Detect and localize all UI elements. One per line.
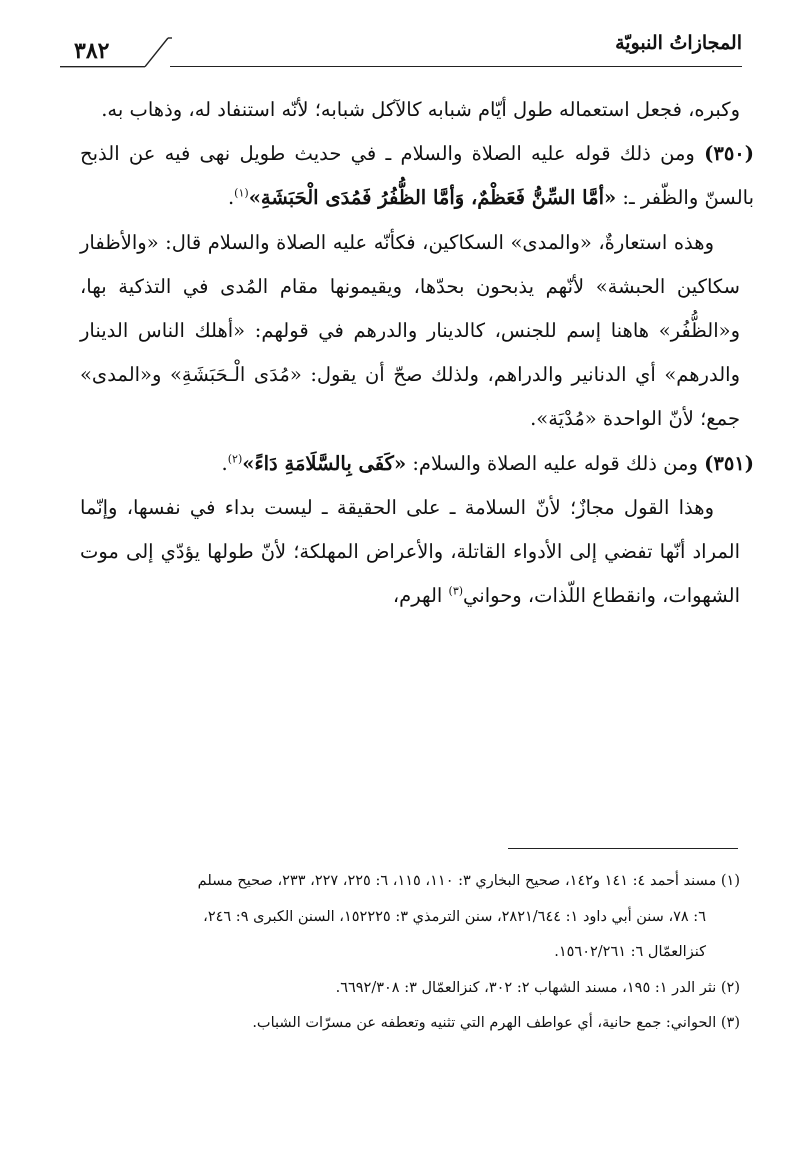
entry-intro: ومن ذلك قوله عليه الصلاة والسلام: [412, 451, 698, 475]
header-rule [170, 66, 742, 67]
footnote-2 [80, 971, 740, 1007]
commentary-text: وهذا القول مجازٌ؛ لأنّ السلامة ـ على الحقيقة ـ ليست بداء في نفسها، وإنّما المراد أنّها تفضي إلى الأدواء القاتلة، والأعراض المهلكة؛ لأنّ طولها يؤدّي إلى موت الشهوات، وانقطاع اللّذات، وحواني [80, 495, 740, 608]
footnote-1-cont: كنزالعمّال ٦: ١٥٦٠٢/٢٦١. [554, 944, 706, 960]
book-title: المجازاتُ النبويّة [615, 32, 742, 54]
footnotes [80, 864, 740, 1042]
entry-351: (٣٥١) ومن ذلك قوله عليه الصلاة والسلام: «كَفَى بِالسَّلَامَةِ دَاءً»$^{(٢)}$. [221, 451, 754, 475]
footnote-text: الحواني: جمع حانية، أي عواطف الهرم التي تثنيه وتعطفه عن مسرّات الشباب. [252, 1015, 717, 1031]
main-text [80, 88, 754, 618]
footnote-text: نثر الدر ١: ١٩٥، مسند الشهاب ٢: ٣٠٢، كنزالعمّال ٣: ٦٦٩٢/٣٠٨. [335, 979, 717, 996]
hadith-quote: «أمَّا السِّنُّ فَعَظْمٌ، وَأمَّا الظُّفُرُ فَمُدَى الْحَبَشَةِ» [248, 186, 617, 210]
entry-number: (٣٥٠) [704, 142, 754, 166]
footnote-ref: (١) [234, 186, 249, 200]
footnote-number: (٣) [720, 1015, 740, 1031]
footnote-ref: (٣) [448, 584, 464, 598]
entry-number: (٣٥١) [704, 451, 754, 475]
footnote-ref: (٢) [227, 452, 243, 466]
page-number: ٣٨٢ [74, 38, 110, 64]
commentary-350: وهذه استعارةٌ، «والمدى» السكاكين، فكأنّه عليه الصلاة والسلام قال: «والأظفار سكاكين الحبشة» لأنّهم يذبحون بحدّها، ويقيمونها مقام المُدى في التذكية بها، و«الظُّفُر» هاهنا إسم للجنس، كالدينار والدرهم في قولهم: «أهلك الناس الدينار والدرهم» أي الدنانير والدراهم، ولذلك صحّ أن يقول: «مُدَى الْـحَبَشَةِ» و«المدى» جمع؛ لأنّ الواحدة «مُدْيَة». [80, 230, 740, 431]
hadith-quote: «كَفَى بِالسَّلَامَةِ دَاءً» [242, 451, 407, 475]
footnote-number: (١) [720, 873, 740, 889]
entry-intro: ومن ذلك قوله عليه الصلاة والسلام ـ في حديث طويل نهى فيه عن الذبح بالسنّ والظّفر ـ: [80, 142, 754, 210]
commentary-351 [80, 486, 740, 619]
footnote-text: مسند أحمد ٤: ١٤١ و١٤٢، صحيح البخاري ٣: ١١٠، ١١٥، ٦: ٢٢٥، ٢٢٧، ٢٣٣، صحيح مسلم [197, 873, 717, 889]
header-corner-line [60, 30, 172, 70]
footnote-number: (٢) [720, 979, 740, 996]
footnote-1 [80, 864, 740, 900]
footnote-3 [80, 1006, 740, 1042]
footnote-divider [508, 848, 738, 849]
footnote-1-cont: ٦: ٧٨، سنن أبي داود ١: ٢٨٢١/٦٤٤، سنن الترمذي ٣: ١٥٢٢٢٥، السنن الكبرى ٩: ٢٤٦، [203, 908, 706, 925]
paragraph-continuation: وكبره، فجعل استعماله طول أيّام شبابه كالآكل شبابه؛ لأنّه استنفاد له، وذهاب به. [101, 98, 740, 121]
entry-350: (٣٥٠) ومن ذلك قوله عليه الصلاة والسلام ـ في حديث طويل نهى فيه عن الذبح بالسنّ والظّفر ـ: «أمَّا السِّنُّ فَعَظْمٌ، وَأمَّا الظُّفُرُ فَمُدَى الْحَبَشَةِ»$^{(١)}$. [80, 142, 754, 210]
running-header [60, 30, 742, 70]
commentary-text-end: الهرم، [392, 584, 443, 608]
